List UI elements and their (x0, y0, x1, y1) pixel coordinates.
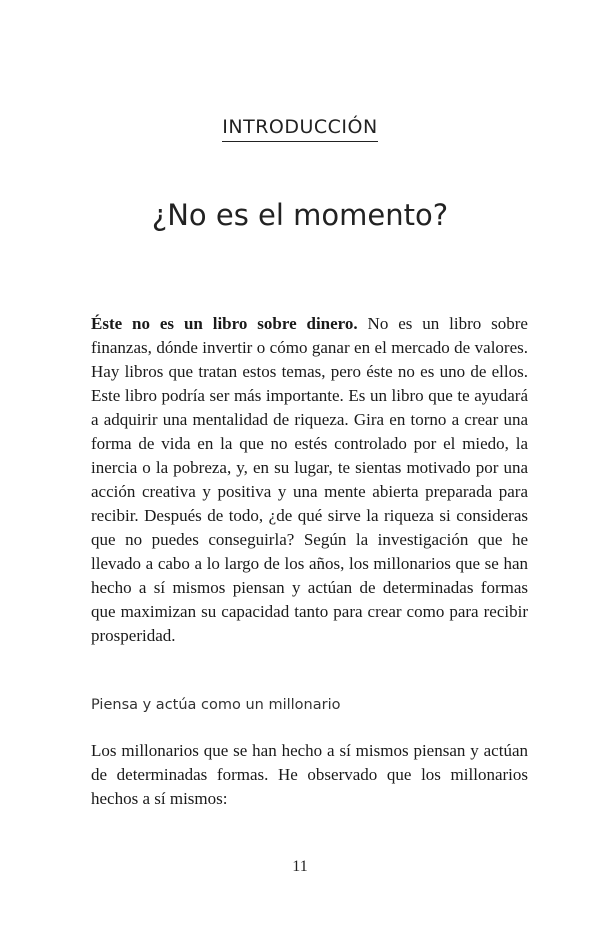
section-paragraph: Los millonarios que se han hecho a sí mismos piensan y actúan de determinadas formas. He observado que los millonarios hechos a sí mismos: (91, 741, 528, 808)
intro-lead-sentence: Éste no es un libro sobre dinero. (91, 314, 358, 333)
page-number: 11 (292, 858, 308, 875)
chapter-label-text: INTRODUCCIÓN (222, 116, 377, 142)
chapter-label (0, 116, 600, 142)
chapter-title: ¿No es el momento? (151, 198, 449, 232)
section-heading: Piensa y actúa como un millonario (91, 697, 341, 713)
intro-paragraph (91, 312, 528, 648)
intro-paragraph-text: No es un libro sobre finanzas, dónde invertir o cómo ganar en el mercado de valores. Hay libros que tratan estos temas, pero éste no es uno de ellos. Este libro podría ser más importante. Es un libro que te ayudará a adquirir una mentalidad de riqueza. Gira en torno a crear una forma de vida en la que no estés controlado por el miedo, la inercia o la pobreza, y, en su lugar, te sientas motivado por una acción creativa y positiva y una mente abierta preparada para recibir. Después de todo, ¿de qué sirve la riqueza si consideras que no puedes conseguirla? Según la investigación que he llevado a cabo a lo largo de los años, los millonarios que se han hecho a sí mismos piensan y actúan de determinadas formas que maximizan su capacidad tanto para crear como para recibir prosperidad. (91, 314, 528, 645)
